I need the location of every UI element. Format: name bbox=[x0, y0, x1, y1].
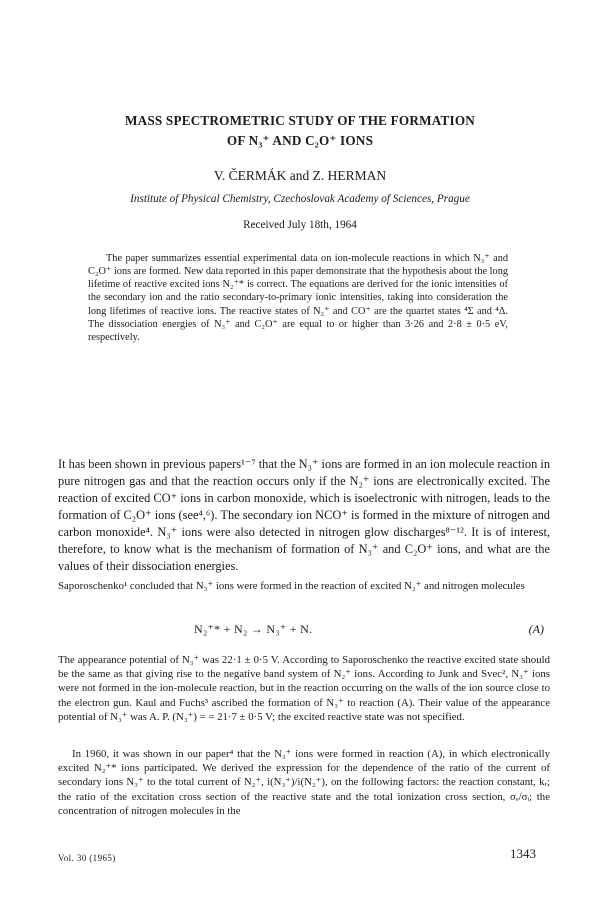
saporoschenko-section bbox=[58, 579, 550, 593]
appearance-section bbox=[58, 653, 550, 724]
institution: Institute of Physical Chemistry, Czechoslovak Academy of Sciences, Prague bbox=[130, 193, 470, 205]
paper-title-line-2: OF N₃⁺ AND C₂O⁺ IONS bbox=[226, 133, 374, 148]
received-date: Received July 18th, 1964 bbox=[243, 219, 357, 231]
intro-section bbox=[58, 456, 550, 575]
saporoschenko-paragraph: Saporoschenko¹ concluded that N₃⁺ ions were formed in the reaction of excited N₂⁺ and nitrogen molecules bbox=[58, 580, 525, 592]
history-paragraph: In 1960, it was shown in our paper⁴ that the N₃⁺ ions were formed in reaction (A), in which electronically excited N₂⁺* ions participated. We derived the expression for the dependence of the ratio of the current of secondary ions N₃⁺ to the total current of N₂⁺, i(N₃⁺)/i(N₂⁺), on the following factors: the reaction constant, kᵣ; the ratio of the excitation cross section of the reactive state and the total ionization cross section, σₑ/σᵢ; the concentration of nitrogen molecules in the bbox=[58, 748, 550, 817]
abstract-paragraph: The paper summarizes essential experimental data on ion-molecule reactions in which N₃⁺ and C₂O⁺ ions are formed. New data reported in this paper demonstrate that the hypothesis about the long lifetime of reactive excited ions N₂⁺* is correct. The equations are derived for the ionic intensities of the secondary ion and the ratio secondary-to-primary ionic intensities, taking into consideration the long lifetimes of reactive ions. The reactive states of N₂⁺ and CO⁺ are the quartet states ⁴Σ and ⁴Δ. The dissociation energies of N₃⁺ and C₂O⁺ are equal to or higher than 3·26 and 2·8 ± 0·5 eV, respectively. bbox=[88, 253, 508, 343]
abstract bbox=[88, 252, 508, 344]
authors: V. ČERMÁK and Z. HERMAN bbox=[213, 168, 387, 183]
equation-body: N₂⁺* + N₂ → N₃⁺ + N. bbox=[194, 622, 313, 636]
paper-title-line-1: MASS SPECTROMETRIC STUDY OF THE FORMATION bbox=[124, 113, 475, 128]
page-number: 1343 bbox=[510, 846, 536, 861]
equation-tag: (A) bbox=[528, 622, 544, 636]
history-section bbox=[58, 747, 550, 818]
journal-volume: Vol. 30 (1965) bbox=[58, 853, 116, 863]
appearance-paragraph: The appearance potential of N₃⁺ was 22·1 ± 0·5 V. According to Saporoschenko the reactive excited state should be the same as that giving rise to the negative band system of N₂⁺ ions. According to Junk and Svec², N₃⁺ ions were not formed in the ion-molecule reaction, but in the reaction occurring on the walls of the ion source close to the electron gun. Kaul and Fuchs³ ascribed the formation of N₃⁺ to reaction (A). Their value of the appearance potential of N₃⁺ was A. P. (N₃⁺) = = 21·7 ± 0·5 V; the excited reactive state was not specified. bbox=[58, 654, 550, 723]
intro-paragraph: It has been shown in previous papers¹⁻⁷ that the N₃⁺ ions are formed in an ion molecule reaction in pure nitrogen gas and that the reaction occurs only if the N₂⁺ ions are electronically excited. The reaction of excited CO⁺ ions in carbon monoxide, which is isoelectronic with nitrogen, leads to the formation of C₂O⁺ ions (see⁴,⁶). The secondary ion NCO⁺ is formed in the mixture of nitrogen and carbon monoxide⁴. N₃⁺ ions were also detected in nitrogen glow discharges⁸⁻¹². It is of interest, therefore, to know what is the mechanism of formation of N₃⁺ and C₂O⁺ ions, and what are the values of their dissociation energies. bbox=[58, 457, 551, 573]
